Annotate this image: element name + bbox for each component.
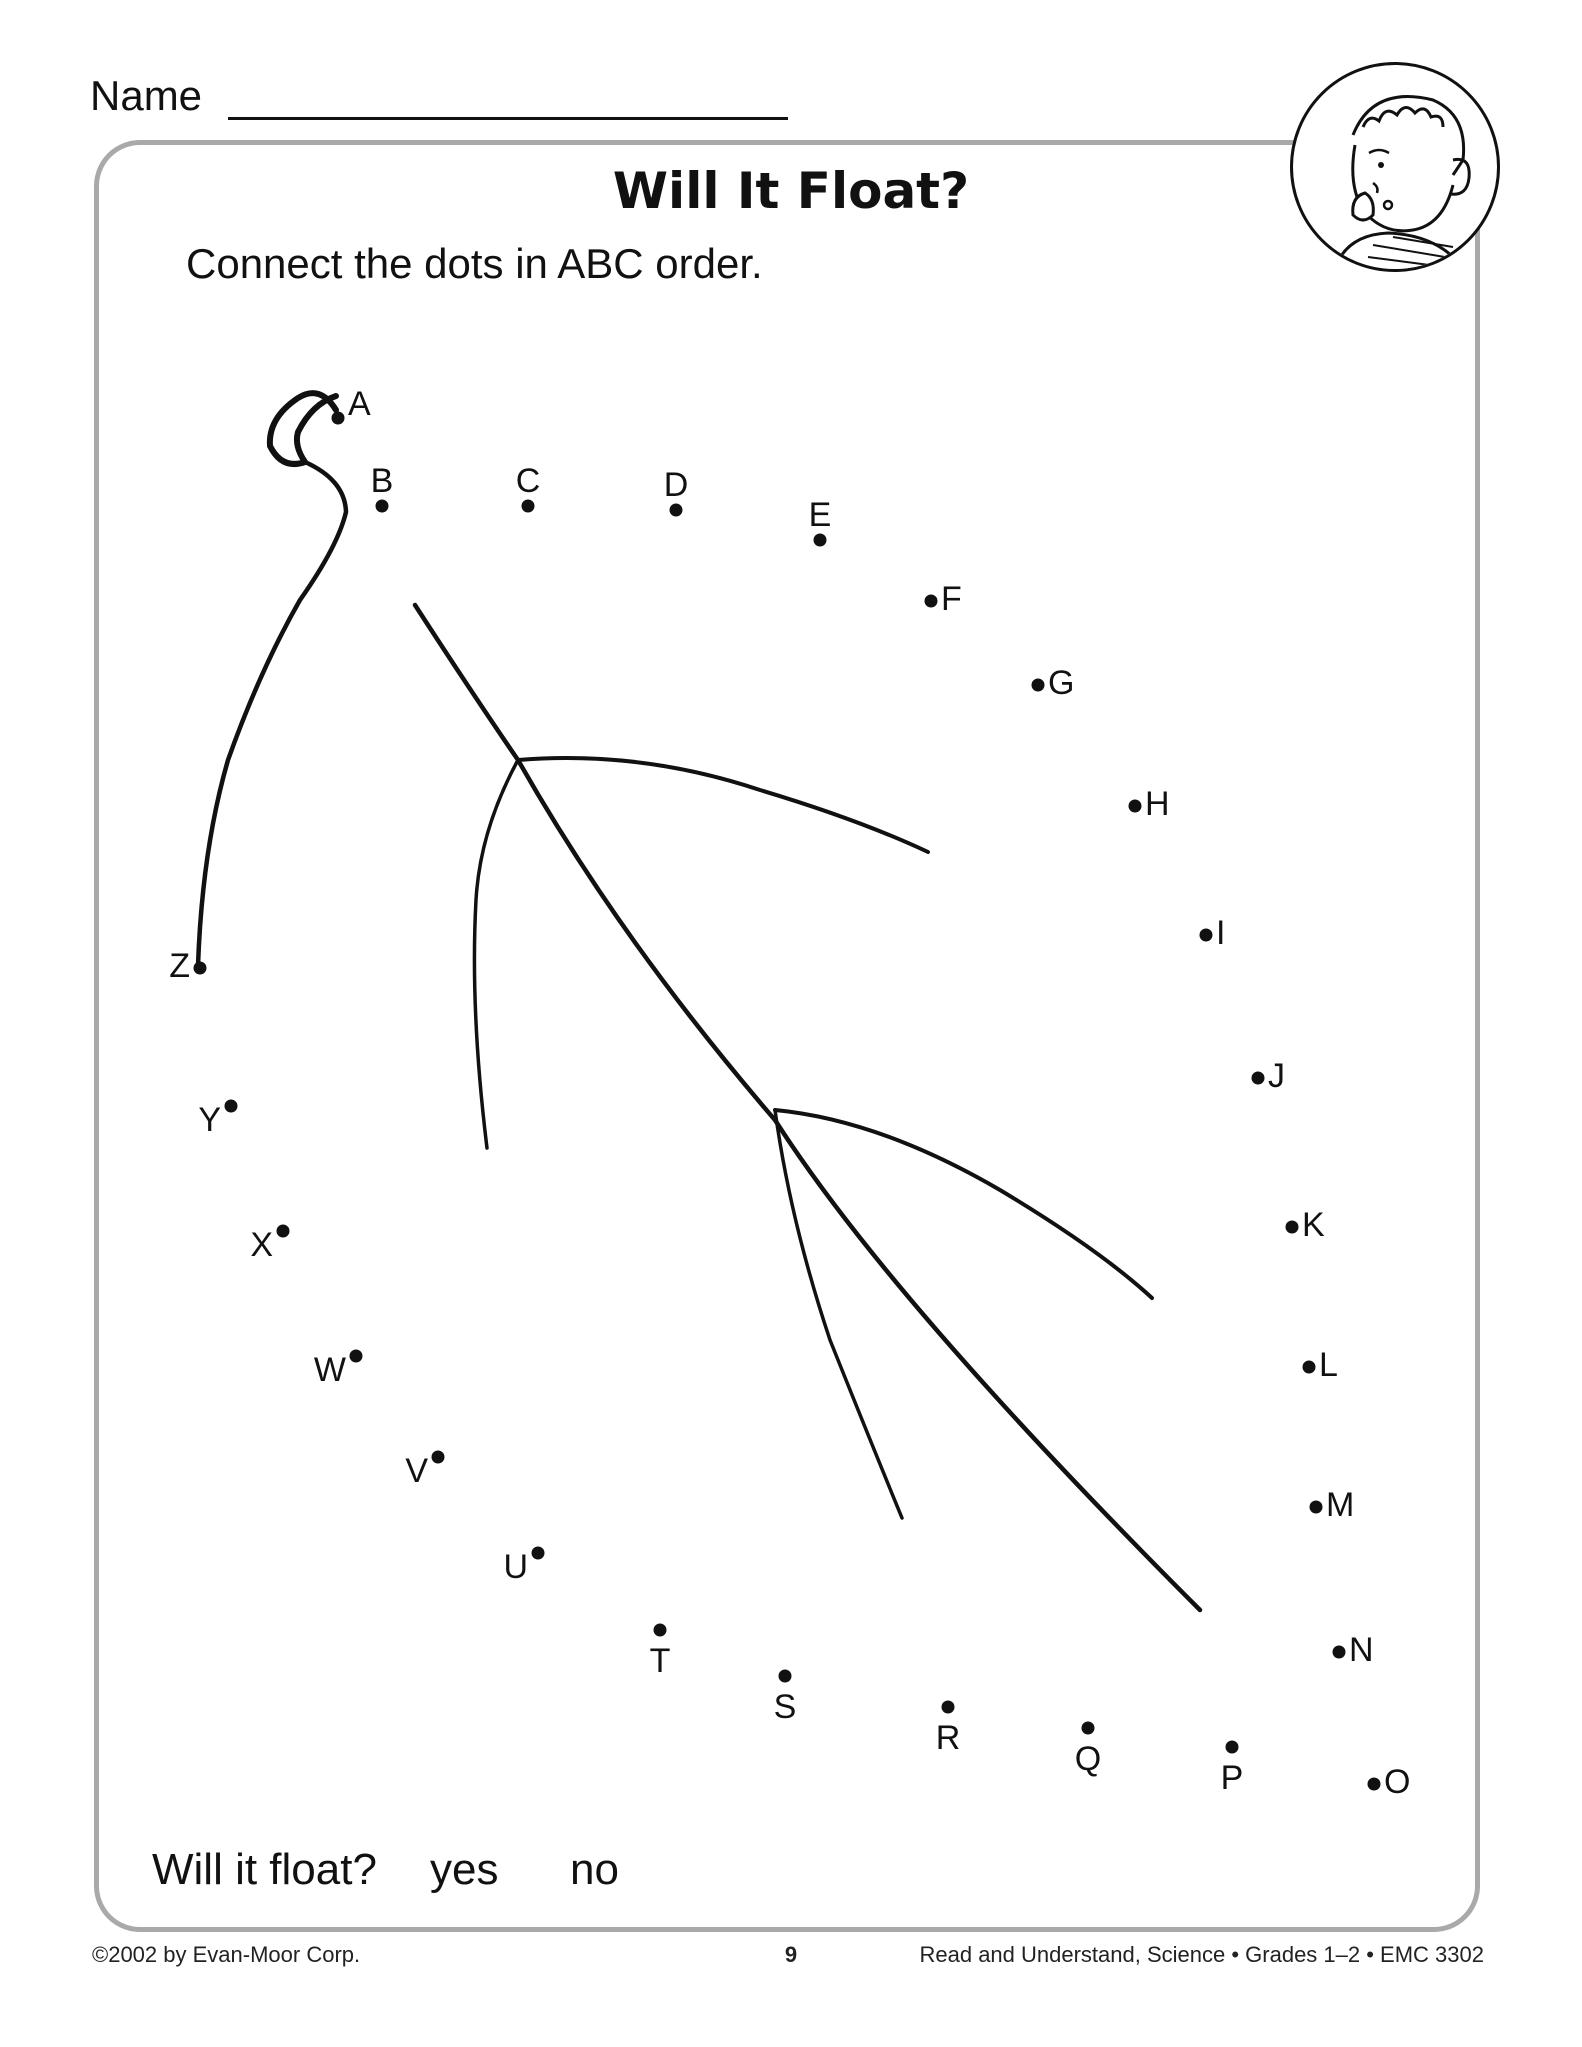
dot-z[interactable] [169,947,206,985]
dot-j[interactable] [1252,1057,1286,1095]
dot-marker[interactable] [1252,1072,1265,1085]
dot-marker[interactable] [522,500,535,513]
dot-label: T [649,1642,671,1680]
dot-marker[interactable] [1303,1361,1316,1374]
dot-b[interactable] [371,462,394,513]
dot-marker[interactable] [814,534,827,547]
dot-label: U [503,1547,528,1586]
dot-o[interactable] [1368,1763,1411,1801]
dot-k[interactable] [1286,1206,1326,1244]
instructions: Connect the dots in ABC order. [186,240,763,287]
dot-h[interactable] [1129,785,1170,823]
dot-l[interactable] [1303,1346,1338,1384]
dot-marker[interactable] [277,1225,290,1238]
dot-g[interactable] [1032,664,1075,702]
dot-marker[interactable] [1032,679,1045,692]
dot-s[interactable] [774,1670,797,1727]
dot-marker[interactable] [350,1350,363,1363]
dot-r[interactable] [936,1701,961,1758]
name-label: Name [90,72,203,119]
dot-q[interactable] [1075,1722,1101,1779]
dot-marker[interactable] [1226,1741,1239,1754]
dot-label: B [370,462,394,500]
dot-a[interactable] [332,385,372,425]
dot-label: N [1349,1630,1374,1669]
dot-marker[interactable] [1333,1646,1346,1659]
dot-label: Z [169,946,190,985]
worksheet-title: Will It Float? [612,162,970,220]
dot-marker[interactable] [532,1547,545,1560]
dot-marker[interactable] [779,1670,792,1683]
dot-label: K [1302,1205,1325,1244]
dot-marker[interactable] [1082,1722,1095,1735]
dot-marker[interactable] [1368,1778,1381,1791]
dot-marker[interactable] [332,412,345,425]
answer-yes[interactable]: yes [430,1845,499,1894]
dot-label: L [1319,1345,1338,1384]
dot-marker[interactable] [1129,800,1142,813]
dot-marker[interactable] [942,1701,955,1714]
dot-i[interactable] [1200,914,1226,952]
dot-n[interactable] [1333,1631,1374,1669]
drawn-outline [198,393,1200,1610]
dot-label: E [808,496,832,534]
footer-page-number: 9 [784,1942,798,1967]
dot-p[interactable] [1221,1741,1244,1798]
dot-label: P [1220,1759,1244,1797]
dot-marker[interactable] [376,500,389,513]
dot-marker[interactable] [1286,1221,1299,1234]
dot-e[interactable] [809,496,832,547]
dots-layer [169,385,1410,1801]
dot-label: A [348,384,371,423]
float-question-prompt: Will it float? [152,1845,377,1894]
dot-y[interactable] [198,1100,237,1139]
answer-no[interactable]: no [570,1845,619,1894]
dot-marker[interactable] [225,1100,238,1113]
dot-label: X [250,1225,273,1264]
dot-label: H [1145,784,1170,823]
dot-marker[interactable] [670,504,683,517]
dot-v[interactable] [405,1451,444,1490]
dot-label: J [1268,1056,1285,1095]
dot-label: M [1326,1485,1355,1524]
dot-w[interactable] [314,1350,363,1389]
footer-book-info: Read and Understand, Science • Grades 1–2 • EMC 3302 [919,1942,1484,1967]
dot-label: G [1048,663,1075,702]
dot-c[interactable] [516,462,541,513]
dot-m[interactable] [1310,1486,1355,1524]
dot-marker[interactable] [432,1451,445,1464]
dot-t[interactable] [650,1624,671,1681]
dot-label: S [773,1688,797,1726]
dot-d[interactable] [664,466,689,517]
dot-x[interactable] [250,1225,289,1264]
dot-label: V [405,1451,428,1490]
dot-label: F [941,579,962,618]
dot-label: Y [198,1100,221,1139]
dot-label: I [1216,913,1226,952]
dot-label: Q [1074,1740,1102,1778]
dot-marker[interactable] [654,1624,667,1637]
dot-marker[interactable] [194,962,207,975]
dot-u[interactable] [503,1547,544,1586]
footer-copyright: ©2002 by Evan-Moor Corp. [92,1942,361,1967]
dot-label: R [935,1719,961,1757]
dot-marker[interactable] [925,595,938,608]
dot-f[interactable] [925,580,962,618]
dot-marker[interactable] [1310,1501,1323,1514]
dot-label: C [515,462,541,500]
dot-marker[interactable] [1200,929,1213,942]
dot-label: O [1384,1762,1411,1801]
dot-label: W [313,1350,346,1389]
dot-label: D [663,466,689,504]
